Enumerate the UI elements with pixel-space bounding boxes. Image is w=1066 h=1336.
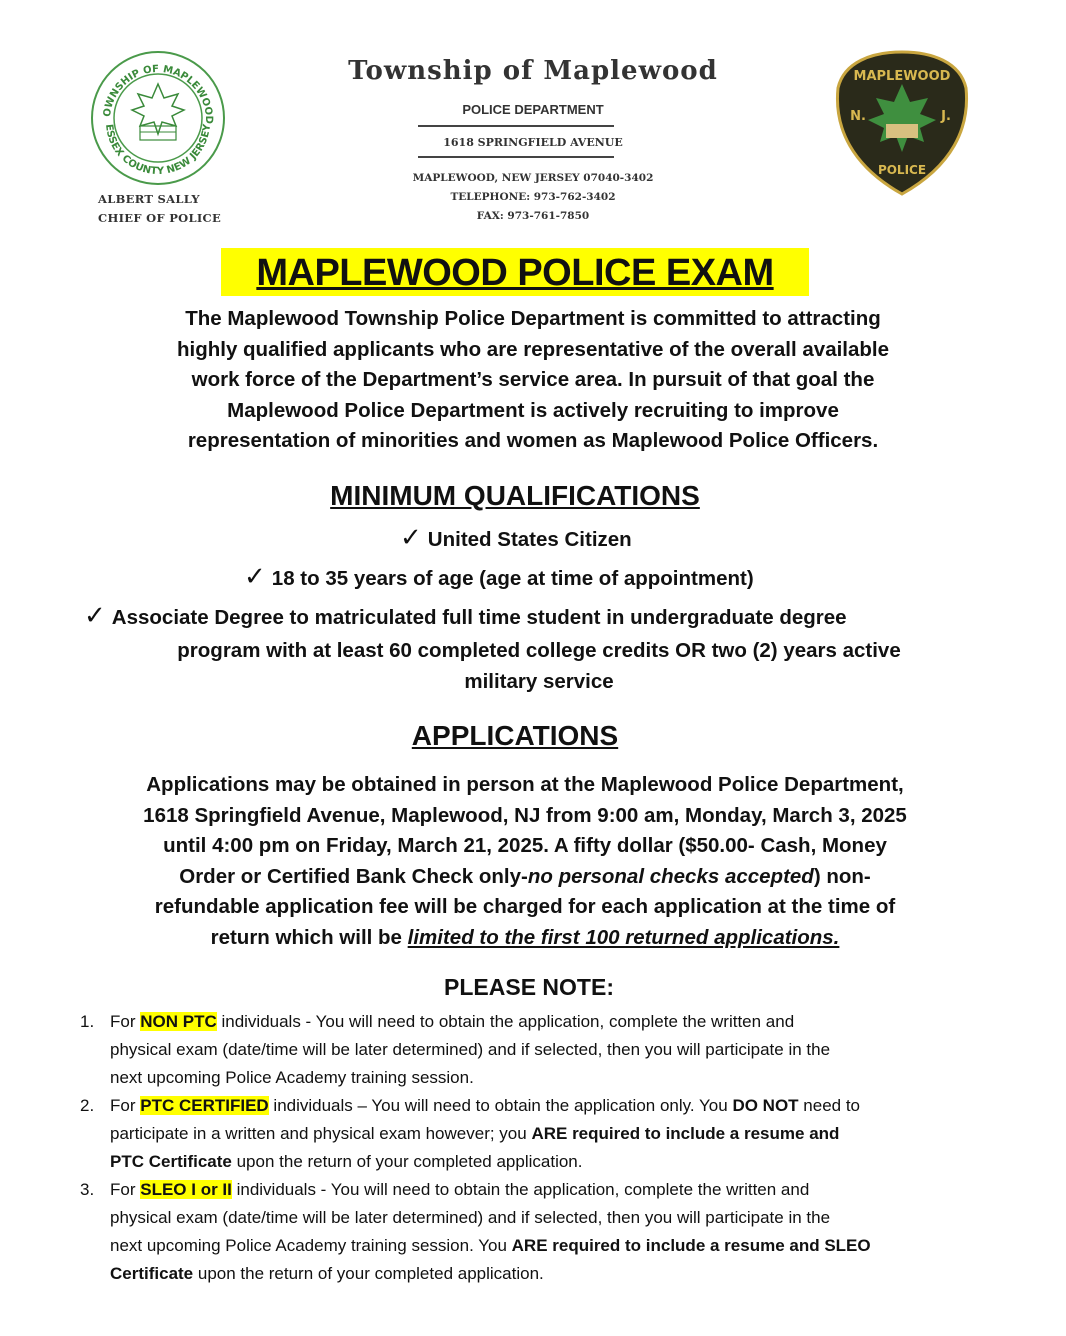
note-item-non-ptc: 1. For NON PTC individuals - You will need to obtain the application, complete the written and physical exam (date/time will be later determined) and if selected, then you will participate in the next upcoming Police Academy training session. xyxy=(80,1008,980,1092)
notes-list xyxy=(80,1008,980,1288)
seal-bottom-text: ESSEX COUNTY NEW JERSEY xyxy=(102,123,214,178)
page-title xyxy=(221,248,809,296)
qualification-item xyxy=(400,522,632,553)
note-item-sleo: 3. For SLEO I or II individuals - You will need to obtain the application, complete the written and physical exam (date/time will be later determined) and if selected, then you will participate in the next upcoming Police Academy training session. You ARE required to include a resume and SLEO Certificate upon the return of your completed application. xyxy=(80,1176,980,1288)
qualification-text: Associate Degree to matriculated full time student in undergraduate degree xyxy=(111,606,847,629)
intro-paragraph xyxy=(100,304,966,457)
department-name: POLICE DEPARTMENT xyxy=(462,102,604,117)
checkmark-icon: ✓ xyxy=(244,561,266,591)
qualification-text: program with at least 60 completed college credits OR two (2) years active xyxy=(177,639,901,662)
highlight-non-ptc: NON PTC xyxy=(140,1012,217,1031)
police-badge xyxy=(832,48,972,198)
intro-line: The Maplewood Township Police Department is committed to attracting xyxy=(185,307,881,330)
seal-top-text: OWNSHIP OF MAPLEWOOD xyxy=(101,63,215,124)
qualification-text: United States Citizen xyxy=(427,528,632,551)
badge-bottom-text: POLICE xyxy=(877,163,927,177)
applications-paragraph xyxy=(60,770,990,953)
badge-top-text: MAPLEWOOD xyxy=(853,69,951,84)
qualification-item xyxy=(84,600,847,631)
telephone-line: TELEPHONE: 973-762-3402 xyxy=(450,191,616,203)
qualification-text: military service xyxy=(464,669,614,693)
checkmark-icon: ✓ xyxy=(84,600,106,630)
min-qualifications-heading: MINIMUM QUALIFICATIONS xyxy=(330,480,700,511)
note-item-ptc-certified: 2. For PTC CERTIFIED individuals – You will need to obtain the application only. You DO NOT need to participate in a written and physical exam however; you ARE required to include a resume and PTC Certificate upon the return of your completed application. xyxy=(80,1092,980,1176)
fax-line: FAX: 973-761-7850 xyxy=(476,210,590,222)
badge-right-text: J. xyxy=(941,109,951,124)
chief-title: CHIEF OF POLICE xyxy=(98,211,222,225)
highlight-sleo: SLEO I or II xyxy=(140,1180,232,1199)
note-number: 1. xyxy=(80,1012,95,1031)
chief-name: ALBERT SALLY xyxy=(98,192,200,206)
qualification-item xyxy=(244,561,754,592)
intro-line: work force of the Department’s service area. In pursuit of that goal the xyxy=(191,368,875,391)
applications-line: 1618 Springfield Avenue, Maplewood, NJ from 9:00 am, Monday, March 3, 2025 xyxy=(143,803,907,827)
applications-heading: APPLICATIONS xyxy=(411,720,619,751)
highlight-ptc-certified: PTC CERTIFIED xyxy=(140,1096,269,1115)
applications-line: Applications may be obtained in person at the Maplewood Police Department, xyxy=(146,773,904,796)
applications-line: refundable application fee will be charged for each application at the time of xyxy=(154,895,896,918)
applications-line: until 4:00 pm on Friday, March 21, 2025. A fifty dollar ($50.00- Cash, Money xyxy=(163,834,887,857)
intro-line: highly qualified applicants who are representative of the overall available xyxy=(176,337,890,361)
street-address: 1618 SPRINGFIELD AVENUE xyxy=(443,136,623,149)
please-note-heading: PLEASE NOTE: xyxy=(444,974,614,1000)
checkmark-icon: ✓ xyxy=(400,522,422,552)
qualification-text: 18 to 35 years of age (age at time of appointment) xyxy=(271,567,754,590)
application-limit: limited to the first 100 returned applications. xyxy=(407,925,840,949)
township-name: Township of Maplewood xyxy=(348,56,718,86)
applications-line: return which will be limited to the first 100 returned applications. xyxy=(210,925,840,949)
no-personal-checks: no personal checks accepted xyxy=(527,864,814,888)
intro-line: Maplewood Police Department is actively recruiting to improve xyxy=(227,398,839,422)
page-title-text: MAPLEWOOD POLICE EXAM xyxy=(256,252,774,294)
qualification-continuation xyxy=(94,636,984,697)
intro-line: representation of minorities and women as Maplewood Police Officers. xyxy=(187,429,879,452)
applications-line: Order or Certified Bank Check only-no personal checks accepted) non- xyxy=(179,864,871,888)
header-rule xyxy=(418,125,614,127)
badge-left-text: N. xyxy=(850,109,866,124)
note-number: 2. xyxy=(80,1096,95,1115)
note-number: 3. xyxy=(80,1180,95,1199)
header-rule xyxy=(418,156,614,158)
city-line: MAPLEWOOD, NEW JERSEY 07040-3402 xyxy=(412,172,654,184)
